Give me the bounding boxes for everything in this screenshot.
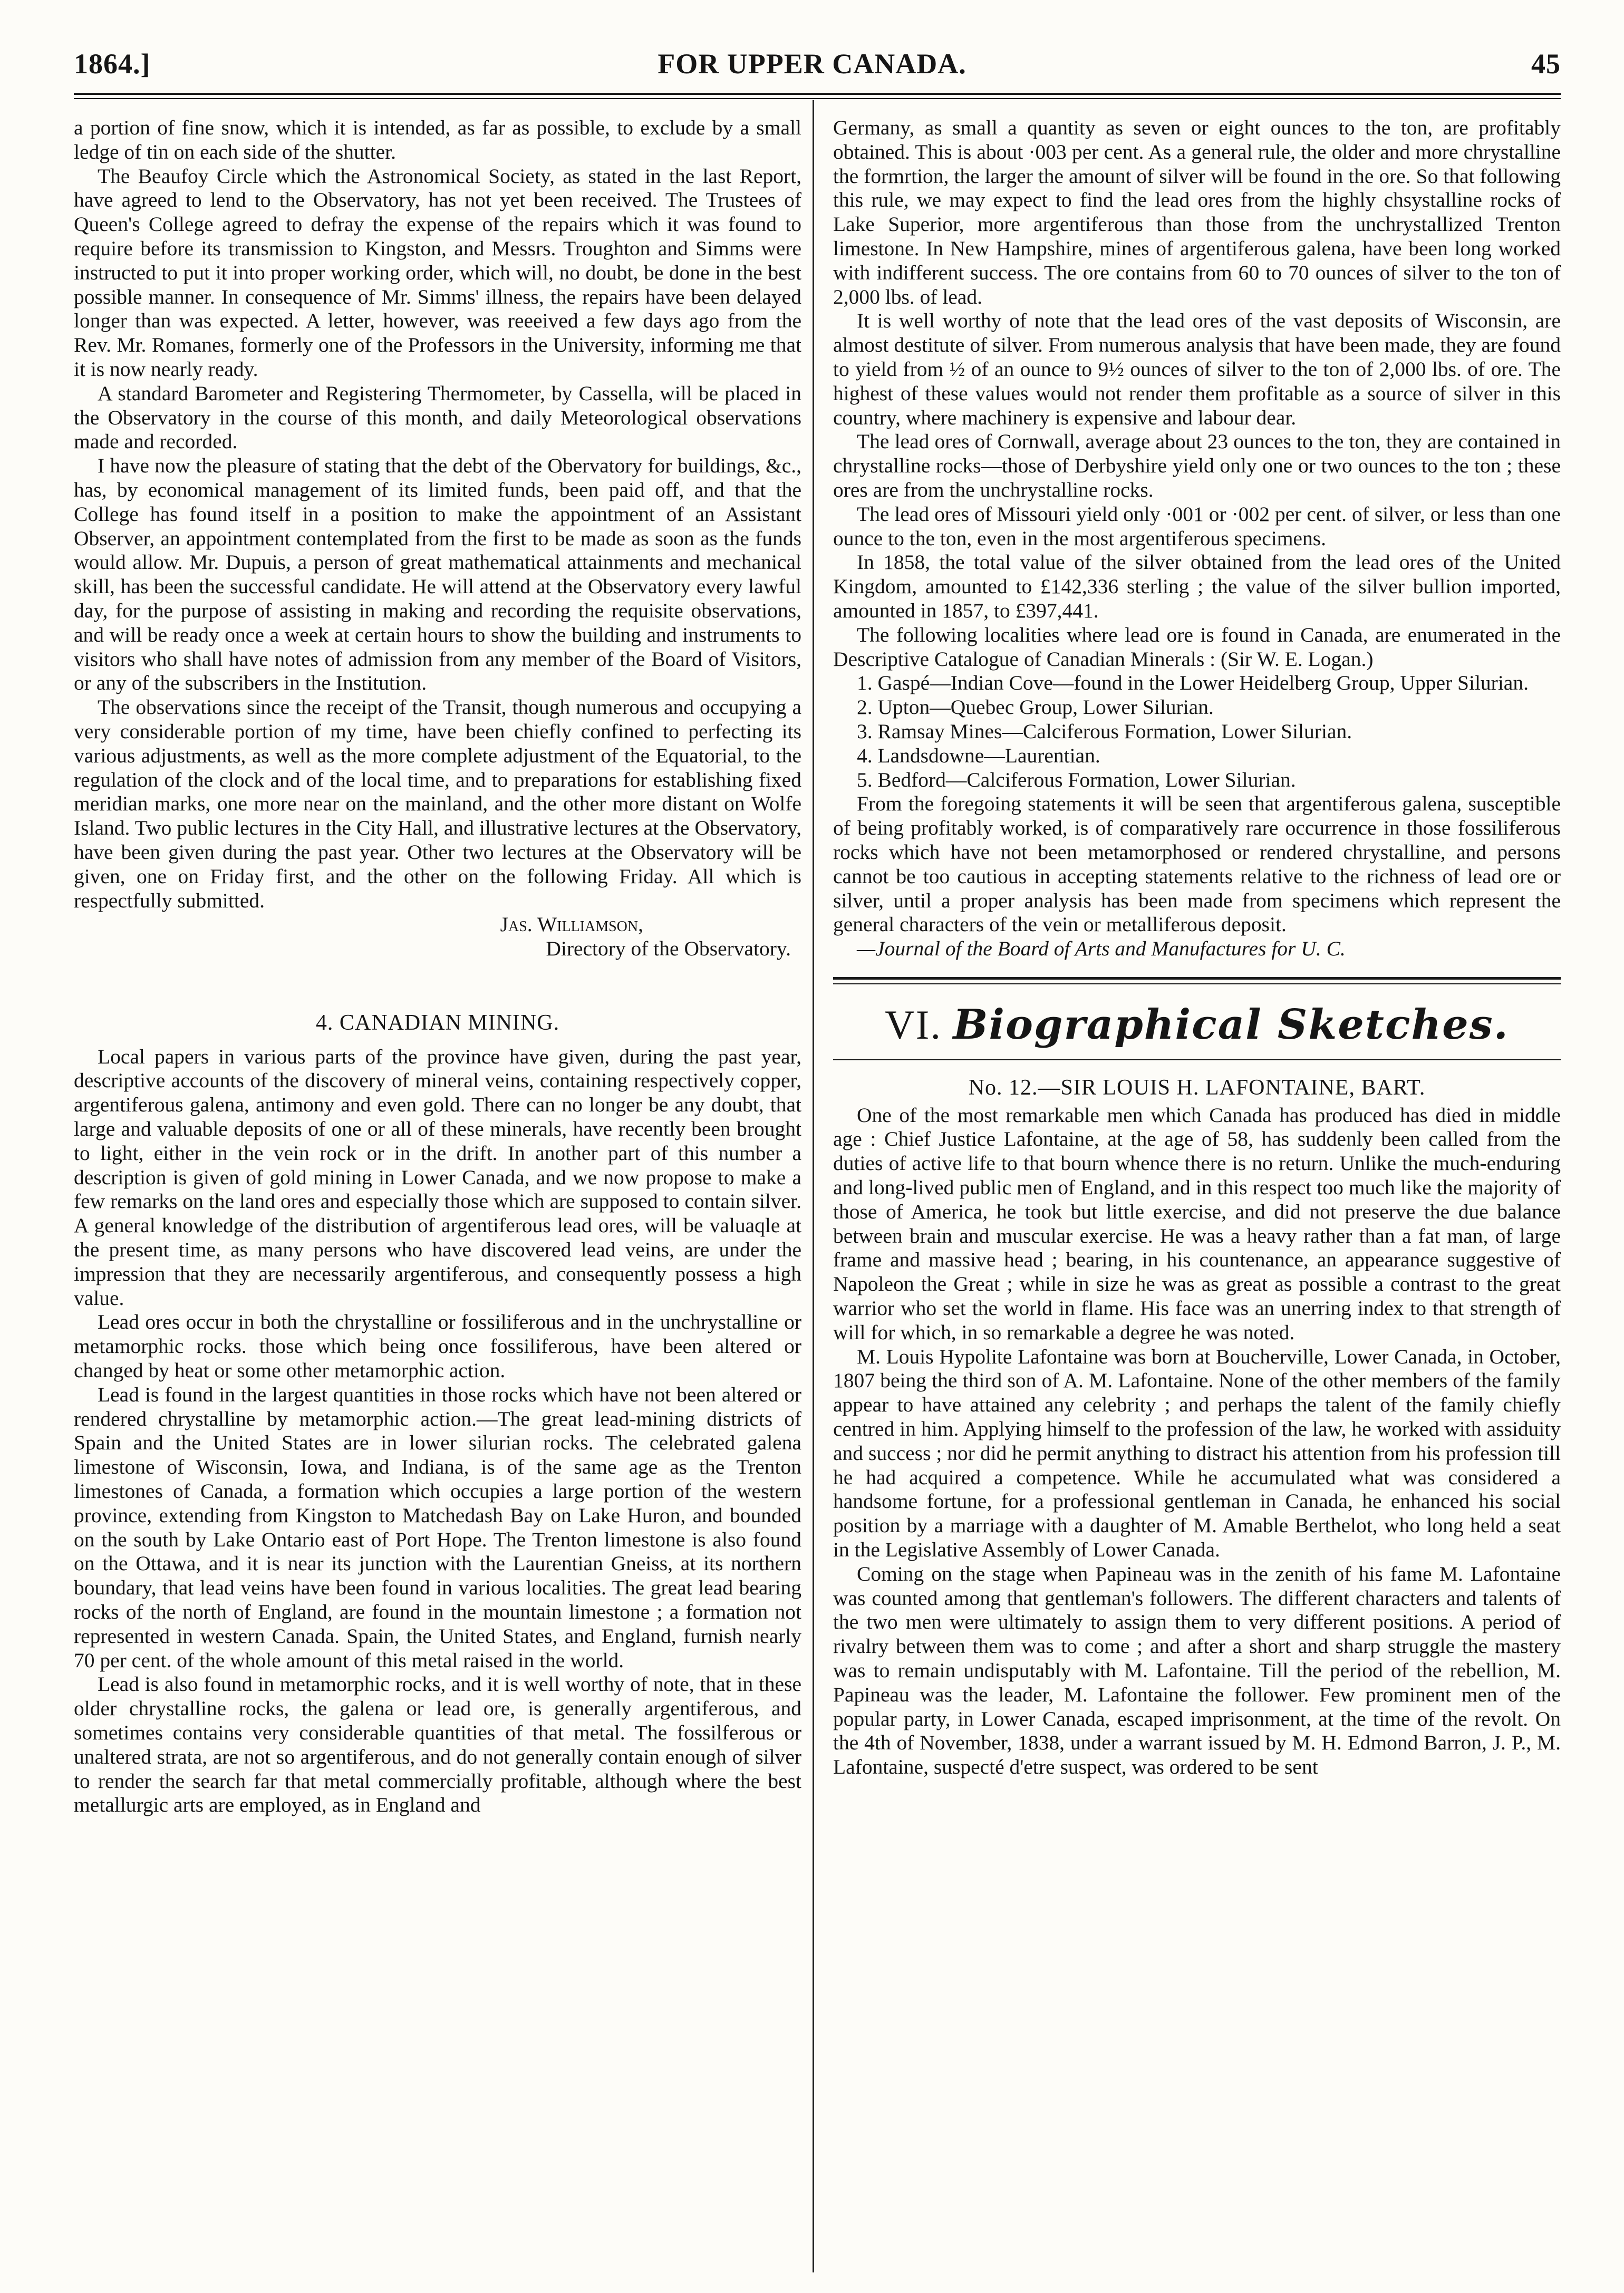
section-number: VI. <box>885 1001 942 1048</box>
page-number: 45 <box>1531 48 1561 80</box>
paragraph: The following localities where lead ore is found in Canada, are enumerated in the Descriptive Catalogue of Canadian Minerals : (Sir W. E. Logan.) <box>833 623 1561 671</box>
list-item: 3. Ramsay Mines—Calciferous Formation, Lower Silurian. <box>857 719 1352 743</box>
list-item: 4. Landsdowne—Laurentian. <box>857 743 1100 767</box>
paragraph: Germany, as small a quantity as seven or eight ounces to the ton, are profitably obtained. This is about ·003 per cent. As a general rule, the older and more chrystalline the formrtion, the larger the amount of silver will be found in the ore. So that following this rule, we may expect to find the lead ores from the highly chsystalline rocks of Lake Superior, more argentiferous than those from the unchrystallized Trenton limestone. In New Hampshire, mines of argentiferous galena, have been long worked with indifferent success. The ore contains from 60 to 70 ounces of silver to the ton of 2,000 lbs. of lead. <box>833 116 1561 308</box>
list-item: 5. Bedford—Calciferous Formation, Lower Silurian. <box>857 768 1296 791</box>
signature-title: Directory of the Observatory. <box>546 937 791 961</box>
column-separator <box>813 100 814 2272</box>
section-heading-mining: 4. CANADIAN MINING. <box>315 1010 560 1035</box>
header-rule <box>74 93 1561 95</box>
page-header <box>58 47 1566 95</box>
paragraph: From the foregoing statements it will be seen that argentiferous galena, susceptible of being profitably worked, is of comparatively rare occurrence in those fossiliferous rocks which have not been metamorphosed or rendered chrystalline, and persons cannot be too cautious in accepting statements relative to the richness of lead ore or silver, until a proper analysis has been made from specimens which represent the general characters of the vein or metalliferous deposit. <box>833 792 1561 936</box>
paragraph: M. Louis Hypolite Lafontaine was born at Boucherville, Lower Canada, in October, 1807 being the third son of A. M. Lafontaine. None of the other members of the family appear to have attained any celebrity ; and perhaps the talent of the family chiefly centred in him. Applying himself to the profession of the law, he worked with assiduity and success ; nor did he permit anything to distract his attention from his profession till he had acquired a competence. While he accumulated what was considered a handsome fortune, for a professional gentleman in Canada, he enhanced his social position by a marriage with a daughter of M. Amable Berthelot, who long held a seat in the Legislative Assembly of Lower Canada. <box>833 1344 1561 1562</box>
paragraph: Lead ores occur in both the chrystalline or fossiliferous and in the unchrystalline or metamorphic rocks. those which being once fossiliferous, have been altered or changed by heat or some other metamorphic action. <box>74 1310 801 1382</box>
paragraph: The lead ores of Cornwall, average about 23 ounces to the ton, they are contained in chrystalline rocks—those of Derbyshire yield only one or two ounces to the ton ; these ores are from the unchrystalline rocks. <box>833 430 1561 501</box>
section-rule <box>833 977 1561 980</box>
section-title-rule <box>833 1059 1561 1060</box>
bio-heading: No. 12.—SIR LOUIS H. LAFONTAINE, BART. <box>968 1075 1426 1100</box>
paragraph: It is well worthy of note that the lead ores of the vast deposits of Wisconsin, are almost destitute of silver. From numerous analysis that have been made, they are found to yield from ½ of an ounce to 9½ ounces of silver to the ton of 2,000 lbs. of ore. The highest of these values would not render them profitable as a source of silver in this country, where machinery is expensive and labour dear. <box>833 309 1561 429</box>
list-item: 1. Gaspé—Indian Cove—found in the Lower Heidelberg Group, Upper Silurian. <box>857 671 1529 695</box>
paragraph: Lead is found in the largest quantities in those rocks which have not been altered or rendered chrystalline by metamorphic action.—The great lead-mining districts of Spain and the United States are in lower silurian rocks. The celebrated galena limestone of Wisconsin, Iowa, and Indiana, is of the same age as the Trenton limestones of Canada, a formation which occupies a large portion of the western province, extending from Kingston to Matchedash Bay on Lake Huron, and bounded on the south by Lake Ontario east of Port Hope. The Trenton limestone is also found on the Ottawa, and it is near its junction with the Laurentian Gneiss, at its northern boundary, that lead veins have been found in various localities. The great lead bearing rocks of the north of England, are found in the mountain limestone ; a formation not represented in western Canada. Spain, the United States, and England, furnish nearly 70 per cent. of the whole amount of this metal raised in the world. <box>74 1382 801 1672</box>
section-rule-thin <box>833 983 1561 984</box>
paragraph: Coming on the stage when Papineau was in the zenith of his fame M. Lafontaine was counted among that gentleman's followers. The different characters and talents of the two men were ultimately to assign them to very different positions. A period of rivalry between them was to come ; and after a short and sharp struggle the mastery was to remain undisputably with M. Lafontaine. Till the period of the rebellion, M. Papineau was the leader, M. Lafontaine the follower. Few prominent men of the popular party, in Lower Canada, escaped imprisonment, at the time of the revolt. On the 4th of November, 1838, under a warrant issued by M. H. Edmond Barron, J. P., M. Lafontaine, suspecté d'etre suspect, was ordered to be sent <box>833 1562 1561 1779</box>
list-item: 2. Upton—Quebec Group, Lower Silurian. <box>857 695 1214 719</box>
paragraph: The lead ores of Missouri yield only ·001 or ·002 per cent. of silver, or less than one ounce to the ton, even in the most argentiferous specimens. <box>833 502 1561 550</box>
paragraph: I have now the pleasure of stating that the debt of the Obervatory for buildings, &c., has, by economical management of its limited funds, been paid off, and that the College has found itself in a position to make the appointment of an Assistant Observer, an appointment contemplated from the first to be made as soon as the funds would allow. Mr. Dupuis, a person of great mathematical attainments and mechanical skill, has been the successful candidate. He will attend at the Observatory every lawful day, for the purpose of assisting in making and recording the requisite observations, and will be ready once a week at certain hours to show the building and instruments to visitors who shall have notes of admission from any member of the Board of Visitors, or any of the subscribers in the Institution. <box>74 454 801 695</box>
paragraph: Local papers in various parts of the province have given, during the past year, descriptive accounts of the discovery of mineral veins, containing respectively copper, argentiferous galena, antimony and even gold. There can no longer be any doubt, that large and valuable deposits of one or all of these minerals, have recently been brought to light, either in the vein rock or in the drift. In another part of this number a description is given of gold mining in Lower Canada, and we now propose to make a few remarks on the land ores and especially those which are supposed to contain silver. A general knowledge of the distribution of argentiferous lead ores, will be valuaqle at the present time, as many persons who have discovered lead veins, are under the impression that they are necessarily argentiferous, and consequently possess a high value. <box>74 1044 801 1310</box>
header-title: FOR UPPER CANADA. <box>658 48 966 80</box>
paragraph: One of the most remarkable men which Canada has produced has died in middle age : Chief Justice Lafontaine, at the age of 58, has suddenly been called from the duties of active life to that bourn whence there is no return. Unlike the much-enduring and long-lived public men of England, and in this respect too much like the majority of those of America, he took but little exercise, and did not preserve the due balance between brain and muscular exercise. He was a heavy rather than a fat man, of large frame and massive head ; bearing, in his countenance, an appearance suggestive of Napoleon the Great ; while in size he was as great as possible a contrast to the great warrior who set the world in flame. His face was an unerring index to that strength of will for which, in so remarkable a degree he was noted. <box>833 1103 1561 1344</box>
paragraph: A standard Barometer and Registering Thermometer, by Cassella, will be placed in the Observatory in the course of this month, and daily Meteorological observations made and recorded. <box>74 381 801 453</box>
paragraph: a portion of fine snow, which it is intended, as far as possible, to exclude by a small ledge of tin on each side of the shutter. <box>74 116 801 163</box>
section-title-text: Biographical Sketches. <box>953 1000 1509 1049</box>
header-rule-thin <box>74 98 1561 99</box>
paragraph: The observations since the receipt of the Transit, though numerous and occupying a very considerable portion of my time, have been chiefly confined to perfecting its various adjustments, as well as the more complete adjustment of the Equatorial, to the regulation of the clock and of the local time, and to preparations for establishing fixed meridian marks, one more near on the mainland, and the other more distant on Wolfe Island. Two public lectures in the City Hall, and illustrative lectures at the Observatory, have been given during the past year. Other two lectures at the Observatory will be given, one on Friday first, and the other on the following Friday. All which is respectfully submitted. <box>74 695 801 912</box>
paragraph: In 1858, the total value of the silver obtained from the lead ores of the United Kingdom, amounted to £142,336 sterling ; the value of the silver bullion imported, amounted in 1857, to £397,441. <box>833 550 1561 622</box>
left-column <box>74 116 801 1817</box>
right-column <box>833 116 1561 1779</box>
newspaper-page <box>58 0 1566 2293</box>
paragraph: The Beaufoy Circle which the Astronomical Society, as stated in the last Report, have agreed to lend to the Observatory, has not yet been received. The Trustees of Queen's College agreed to defray the expense of the repairs which it was found to require before its transmission to Kingston, and Messrs. Troughton and Simms were instructed to put it into proper working order, which will, no doubt, be done in the best possible manner. In consequence of Mr. Simms' illness, the repairs have been delayed longer than was expected. A letter, however, was reeeived a few days ago from the Rev. Mr. Romanes, formerly one of the Professors in the University, informing me that it is now nearly ready. <box>74 164 801 381</box>
signature-name: Jas. Williamson, <box>500 913 643 936</box>
paragraph: Lead is also found in metamorphic rocks, and it is well worthy of note, that in these older chrystalline rocks, the galena or lead ore, is generally argentiferous, and sometimes contains very considerable quantities of that metal. The fossilferous or unaltered strata, are not so argentiferous, and do not generally contain enough of silver to render the search far that metal commercially profitable, although where the best metallurgic arts are employed, as in England and <box>74 1672 801 1817</box>
section-title <box>833 996 1561 1054</box>
citation: —Journal of the Board of Arts and Manufactures for U. C. <box>857 937 1346 961</box>
header-year: 1864.] <box>74 48 151 80</box>
